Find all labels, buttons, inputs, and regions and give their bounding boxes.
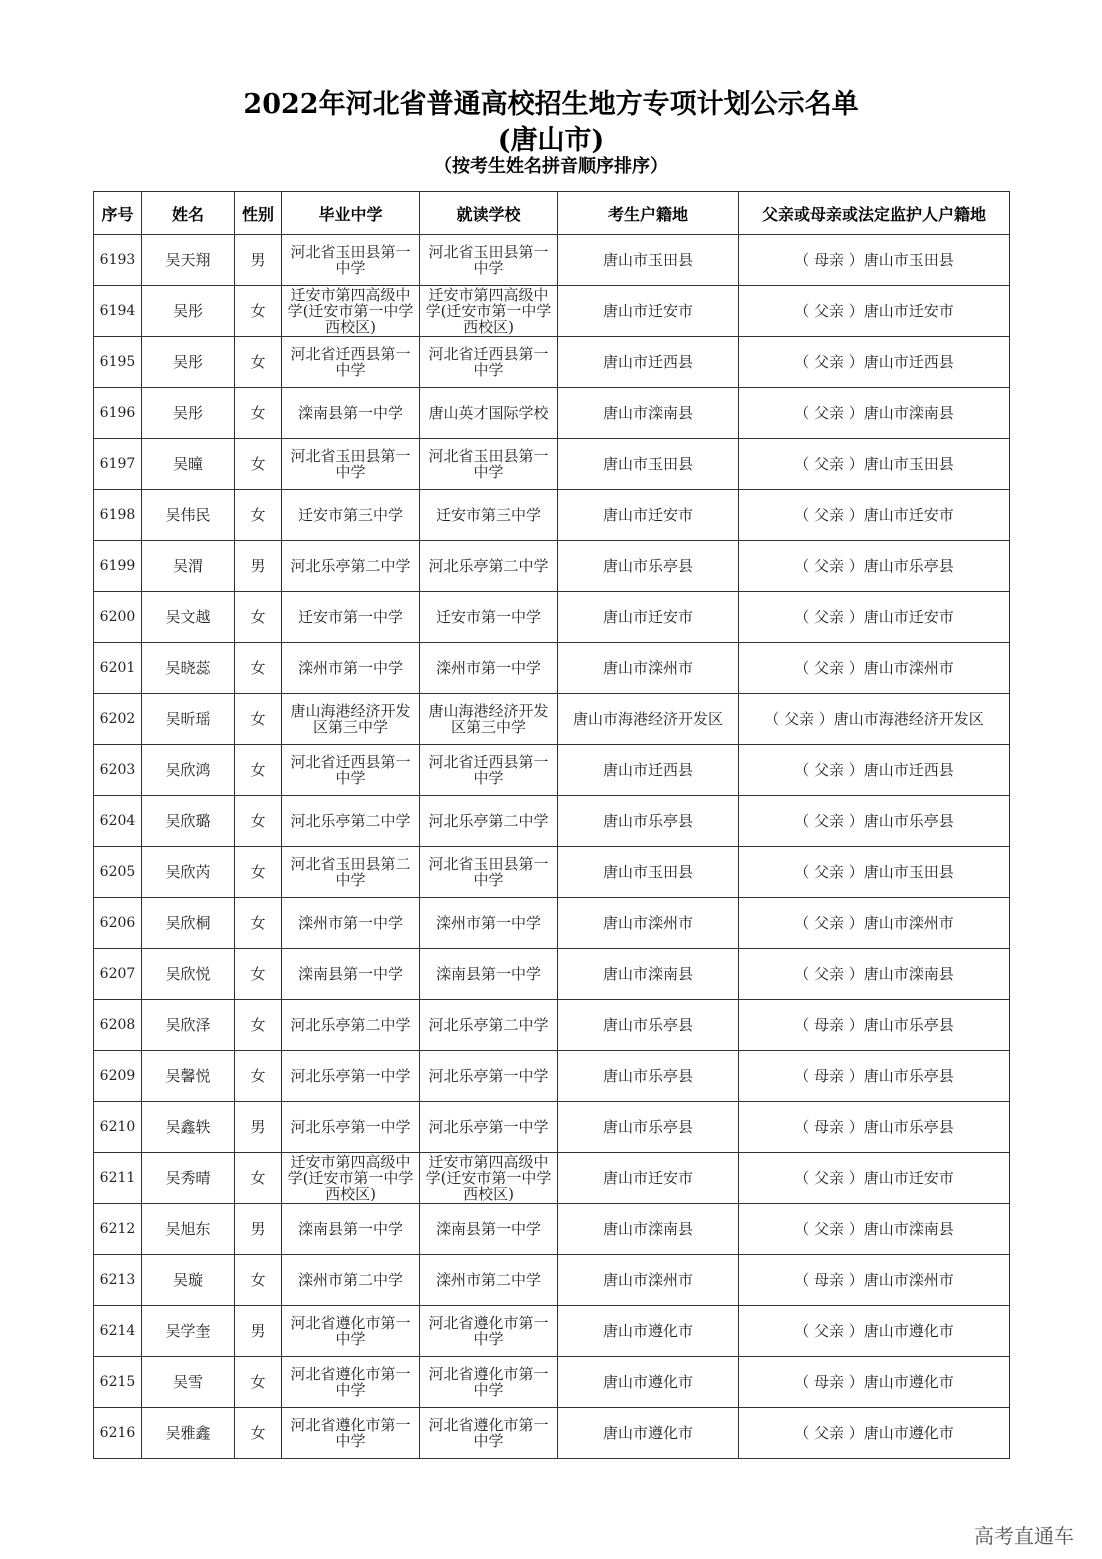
table-row <box>94 439 1010 490</box>
cell-name: 吴彤 <box>142 388 235 439</box>
cell-name: 吴渭 <box>142 541 235 592</box>
cell-guardian-registration: （ 母亲 ）唐山市滦州市 <box>739 1255 1010 1306</box>
cell-graduated-school: 河北省遵化市第一中学 <box>282 1306 420 1357</box>
cell-gender: 女 <box>235 745 282 796</box>
cell-name: 吴秀晴 <box>142 1153 235 1204</box>
cell-guardian-registration: （ 母亲 ）唐山市遵化市 <box>739 1357 1010 1408</box>
cell-graduated-school: 滦南县第一中学 <box>282 949 420 1000</box>
table-row <box>94 1357 1010 1408</box>
cell-name: 吴欣悦 <box>142 949 235 1000</box>
cell-gender: 女 <box>235 1408 282 1459</box>
cell-guardian-registration: （ 父亲 ）唐山市迁安市 <box>739 1153 1010 1204</box>
cell-gender: 女 <box>235 592 282 643</box>
cell-name: 吴曈 <box>142 439 235 490</box>
cell-graduated-school: 河北省遵化市第一中学 <box>282 1408 420 1459</box>
cell-graduated-school: 河北省玉田县第一中学 <box>282 235 420 286</box>
cell-current-school: 迁安市第四高级中学(迁安市第一中学西校区) <box>420 286 558 337</box>
page-subtitle-city: (唐山市) <box>497 125 605 156</box>
table-header-row <box>94 192 1010 235</box>
cell-gender: 女 <box>235 1255 282 1306</box>
cell-seq: 6215 <box>94 1357 142 1408</box>
cell-household-registration: 唐山市滦州市 <box>558 898 739 949</box>
cell-guardian-registration: （ 父亲 ）唐山市玉田县 <box>739 439 1010 490</box>
cell-graduated-school: 滦州市第二中学 <box>282 1255 420 1306</box>
admission-list-table <box>93 191 1010 1459</box>
cell-seq: 6211 <box>94 1153 142 1204</box>
cell-seq: 6205 <box>94 847 142 898</box>
cell-seq: 6207 <box>94 949 142 1000</box>
cell-current-school: 河北省迁西县第一中学 <box>420 745 558 796</box>
header-seq: 序号 <box>94 192 142 235</box>
cell-seq: 6216 <box>94 1408 142 1459</box>
cell-gender: 女 <box>235 949 282 1000</box>
cell-current-school: 滦州市第二中学 <box>420 1255 558 1306</box>
cell-guardian-registration: （ 父亲 ）唐山市滦南县 <box>739 1204 1010 1255</box>
cell-graduated-school: 滦南县第一中学 <box>282 1204 420 1255</box>
table-row <box>94 235 1010 286</box>
cell-household-registration: 唐山市迁西县 <box>558 337 739 388</box>
cell-guardian-registration: （ 父亲 ）唐山市迁安市 <box>739 490 1010 541</box>
table-row <box>94 949 1010 1000</box>
cell-guardian-registration: （ 母亲 ）唐山市乐亭县 <box>739 1000 1010 1051</box>
cell-current-school: 滦南县第一中学 <box>420 949 558 1000</box>
cell-household-registration: 唐山市遵化市 <box>558 1306 739 1357</box>
cell-name: 吴雅鑫 <box>142 1408 235 1459</box>
cell-current-school: 河北乐亭第二中学 <box>420 1000 558 1051</box>
cell-gender: 女 <box>235 898 282 949</box>
header-household-registration: 考生户籍地 <box>558 192 739 235</box>
cell-guardian-registration: （ 父亲 ）唐山市迁安市 <box>739 592 1010 643</box>
cell-gender: 女 <box>235 643 282 694</box>
cell-gender: 女 <box>235 847 282 898</box>
cell-current-school: 滦州市第一中学 <box>420 643 558 694</box>
cell-household-registration: 唐山市迁安市 <box>558 490 739 541</box>
cell-name: 吴昕瑶 <box>142 694 235 745</box>
cell-gender: 女 <box>235 1357 282 1408</box>
table-row <box>94 541 1010 592</box>
table-row <box>94 1102 1010 1153</box>
cell-household-registration: 唐山市遵化市 <box>558 1408 739 1459</box>
table-row <box>94 1255 1010 1306</box>
cell-guardian-registration: （ 父亲 ）唐山市玉田县 <box>739 847 1010 898</box>
table-row <box>94 592 1010 643</box>
cell-name: 吴璇 <box>142 1255 235 1306</box>
cell-guardian-registration: （ 父亲 ）唐山市海港经济开发区 <box>739 694 1010 745</box>
cell-gender: 男 <box>235 1204 282 1255</box>
cell-gender: 男 <box>235 235 282 286</box>
cell-seq: 6210 <box>94 1102 142 1153</box>
cell-current-school: 迁安市第三中学 <box>420 490 558 541</box>
cell-seq: 6200 <box>94 592 142 643</box>
cell-seq: 6214 <box>94 1306 142 1357</box>
cell-household-registration: 唐山市滦南县 <box>558 949 739 1000</box>
table-row <box>94 898 1010 949</box>
table-row <box>94 745 1010 796</box>
cell-name: 吴天翔 <box>142 235 235 286</box>
cell-household-registration: 唐山市滦南县 <box>558 1204 739 1255</box>
cell-current-school: 河北乐亭第二中学 <box>420 796 558 847</box>
cell-current-school: 滦州市第一中学 <box>420 898 558 949</box>
page-subtitle-sort-note: （按考生姓名拼音顺序排序） <box>434 156 668 177</box>
header-name: 姓名 <box>142 192 235 235</box>
cell-name: 吴旭东 <box>142 1204 235 1255</box>
cell-household-registration: 唐山市玉田县 <box>558 847 739 898</box>
cell-graduated-school: 河北省迁西县第一中学 <box>282 745 420 796</box>
cell-seq: 6206 <box>94 898 142 949</box>
cell-household-registration: 唐山市迁安市 <box>558 286 739 337</box>
header-graduated-school: 毕业中学 <box>282 192 420 235</box>
cell-household-registration: 唐山市滦州市 <box>558 643 739 694</box>
cell-graduated-school: 河北乐亭第二中学 <box>282 1000 420 1051</box>
cell-seq: 6199 <box>94 541 142 592</box>
table-row <box>94 796 1010 847</box>
cell-graduated-school: 迁安市第四高级中学(迁安市第一中学西校区) <box>282 1153 420 1204</box>
cell-graduated-school: 滦州市第一中学 <box>282 643 420 694</box>
cell-gender: 女 <box>235 1051 282 1102</box>
cell-guardian-registration: （ 父亲 ）唐山市滦南县 <box>739 949 1010 1000</box>
cell-name: 吴学奎 <box>142 1306 235 1357</box>
cell-household-registration: 唐山市迁安市 <box>558 592 739 643</box>
cell-graduated-school: 滦州市第一中学 <box>282 898 420 949</box>
cell-guardian-registration: （ 父亲 ）唐山市迁西县 <box>739 337 1010 388</box>
cell-seq: 6195 <box>94 337 142 388</box>
cell-seq: 6193 <box>94 235 142 286</box>
cell-current-school: 河北省遵化市第一中学 <box>420 1357 558 1408</box>
cell-seq: 6209 <box>94 1051 142 1102</box>
cell-graduated-school: 河北乐亭第一中学 <box>282 1051 420 1102</box>
header-guardian-registration: 父亲或母亲或法定监护人户籍地 <box>739 192 1010 235</box>
cell-current-school: 唐山海港经济开发区第三中学 <box>420 694 558 745</box>
cell-current-school: 河北乐亭第一中学 <box>420 1102 558 1153</box>
cell-guardian-registration: （ 父亲 ）唐山市遵化市 <box>739 1408 1010 1459</box>
cell-gender: 女 <box>235 337 282 388</box>
cell-name: 吴雪 <box>142 1357 235 1408</box>
cell-gender: 女 <box>235 439 282 490</box>
cell-name: 吴彤 <box>142 286 235 337</box>
cell-current-school: 河北省迁西县第一中学 <box>420 337 558 388</box>
cell-gender: 女 <box>235 694 282 745</box>
header-gender: 性别 <box>235 192 282 235</box>
cell-graduated-school: 滦南县第一中学 <box>282 388 420 439</box>
table-row <box>94 1204 1010 1255</box>
cell-guardian-registration: （ 父亲 ）唐山市滦州市 <box>739 898 1010 949</box>
cell-household-registration: 唐山市滦南县 <box>558 388 739 439</box>
cell-name: 吴伟民 <box>142 490 235 541</box>
cell-current-school: 河北省玉田县第一中学 <box>420 439 558 490</box>
cell-guardian-registration: （ 母亲 ）唐山市玉田县 <box>739 235 1010 286</box>
cell-name: 吴彤 <box>142 337 235 388</box>
cell-graduated-school: 河北乐亭第二中学 <box>282 541 420 592</box>
cell-household-registration: 唐山市海港经济开发区 <box>558 694 739 745</box>
cell-guardian-registration: （ 父亲 ）唐山市滦南县 <box>739 388 1010 439</box>
cell-name: 吴鑫轶 <box>142 1102 235 1153</box>
table-row <box>94 286 1010 337</box>
cell-graduated-school: 河北省玉田县第一中学 <box>282 439 420 490</box>
cell-seq: 6213 <box>94 1255 142 1306</box>
cell-household-registration: 唐山市乐亭县 <box>558 1000 739 1051</box>
table-row <box>94 1408 1010 1459</box>
watermark: 高考直通车 <box>974 1524 1074 1548</box>
cell-name: 吴文越 <box>142 592 235 643</box>
cell-seq: 6212 <box>94 1204 142 1255</box>
cell-name: 吴欣桐 <box>142 898 235 949</box>
table-row <box>94 388 1010 439</box>
table-row <box>94 847 1010 898</box>
cell-gender: 女 <box>235 286 282 337</box>
cell-household-registration: 唐山市滦州市 <box>558 1255 739 1306</box>
cell-seq: 6203 <box>94 745 142 796</box>
cell-graduated-school: 河北乐亭第二中学 <box>282 796 420 847</box>
cell-current-school: 河北乐亭第二中学 <box>420 541 558 592</box>
table-row <box>94 1306 1010 1357</box>
cell-graduated-school: 迁安市第四高级中学(迁安市第一中学西校区) <box>282 286 420 337</box>
cell-gender: 女 <box>235 796 282 847</box>
cell-household-registration: 唐山市遵化市 <box>558 1357 739 1408</box>
cell-seq: 6202 <box>94 694 142 745</box>
cell-seq: 6208 <box>94 1000 142 1051</box>
cell-current-school: 迁安市第一中学 <box>420 592 558 643</box>
cell-current-school: 河北省玉田县第一中学 <box>420 235 558 286</box>
cell-name: 吴欣芮 <box>142 847 235 898</box>
cell-graduated-school: 河北省遵化市第一中学 <box>282 1357 420 1408</box>
table-row <box>94 337 1010 388</box>
cell-current-school: 河北乐亭第一中学 <box>420 1051 558 1102</box>
cell-household-registration: 唐山市迁西县 <box>558 745 739 796</box>
cell-household-registration: 唐山市玉田县 <box>558 235 739 286</box>
cell-seq: 6196 <box>94 388 142 439</box>
cell-guardian-registration: （ 父亲 ）唐山市迁安市 <box>739 286 1010 337</box>
cell-guardian-registration: （ 父亲 ）唐山市迁西县 <box>739 745 1010 796</box>
cell-graduated-school: 河北乐亭第一中学 <box>282 1102 420 1153</box>
cell-gender: 男 <box>235 1102 282 1153</box>
cell-gender: 女 <box>235 1000 282 1051</box>
cell-gender: 女 <box>235 388 282 439</box>
table-row <box>94 1153 1010 1204</box>
cell-gender: 女 <box>235 490 282 541</box>
cell-current-school: 河北省遵化市第一中学 <box>420 1306 558 1357</box>
table-row <box>94 490 1010 541</box>
cell-guardian-registration: （ 父亲 ）唐山市乐亭县 <box>739 541 1010 592</box>
cell-household-registration: 唐山市乐亭县 <box>558 1102 739 1153</box>
cell-guardian-registration: （ 父亲 ）唐山市乐亭县 <box>739 796 1010 847</box>
cell-name: 吴馨悦 <box>142 1051 235 1102</box>
cell-graduated-school: 迁安市第一中学 <box>282 592 420 643</box>
table-row <box>94 643 1010 694</box>
cell-graduated-school: 迁安市第三中学 <box>282 490 420 541</box>
cell-household-registration: 唐山市乐亭县 <box>558 541 739 592</box>
cell-graduated-school: 河北省玉田县第二中学 <box>282 847 420 898</box>
cell-seq: 6194 <box>94 286 142 337</box>
cell-seq: 6197 <box>94 439 142 490</box>
page-title: 2022年河北省普通高校招生地方专项计划公示名单 <box>243 89 859 120</box>
cell-graduated-school: 河北省迁西县第一中学 <box>282 337 420 388</box>
table-row <box>94 694 1010 745</box>
cell-name: 吴欣璐 <box>142 796 235 847</box>
cell-guardian-registration: （ 母亲 ）唐山市乐亭县 <box>739 1051 1010 1102</box>
cell-guardian-registration: （ 父亲 ）唐山市滦州市 <box>739 643 1010 694</box>
cell-household-registration: 唐山市乐亭县 <box>558 796 739 847</box>
table-row <box>94 1000 1010 1051</box>
cell-current-school: 河北省遵化市第一中学 <box>420 1408 558 1459</box>
cell-current-school: 迁安市第四高级中学(迁安市第一中学西校区) <box>420 1153 558 1204</box>
cell-seq: 6201 <box>94 643 142 694</box>
cell-current-school: 滦南县第一中学 <box>420 1204 558 1255</box>
cell-name: 吴欣鸿 <box>142 745 235 796</box>
cell-name: 吴欣泽 <box>142 1000 235 1051</box>
cell-guardian-registration: （ 母亲 ）唐山市乐亭县 <box>739 1102 1010 1153</box>
cell-current-school: 河北省玉田县第一中学 <box>420 847 558 898</box>
cell-guardian-registration: （ 父亲 ）唐山市遵化市 <box>739 1306 1010 1357</box>
header-current-school: 就读学校 <box>420 192 558 235</box>
cell-name: 吴晓蕊 <box>142 643 235 694</box>
cell-seq: 6198 <box>94 490 142 541</box>
cell-household-registration: 唐山市乐亭县 <box>558 1051 739 1102</box>
cell-graduated-school: 唐山海港经济开发区第三中学 <box>282 694 420 745</box>
cell-gender: 男 <box>235 541 282 592</box>
cell-current-school: 唐山英才国际学校 <box>420 388 558 439</box>
cell-household-registration: 唐山市迁安市 <box>558 1153 739 1204</box>
cell-gender: 男 <box>235 1306 282 1357</box>
cell-gender: 女 <box>235 1153 282 1204</box>
cell-household-registration: 唐山市玉田县 <box>558 439 739 490</box>
cell-seq: 6204 <box>94 796 142 847</box>
table-row <box>94 1051 1010 1102</box>
